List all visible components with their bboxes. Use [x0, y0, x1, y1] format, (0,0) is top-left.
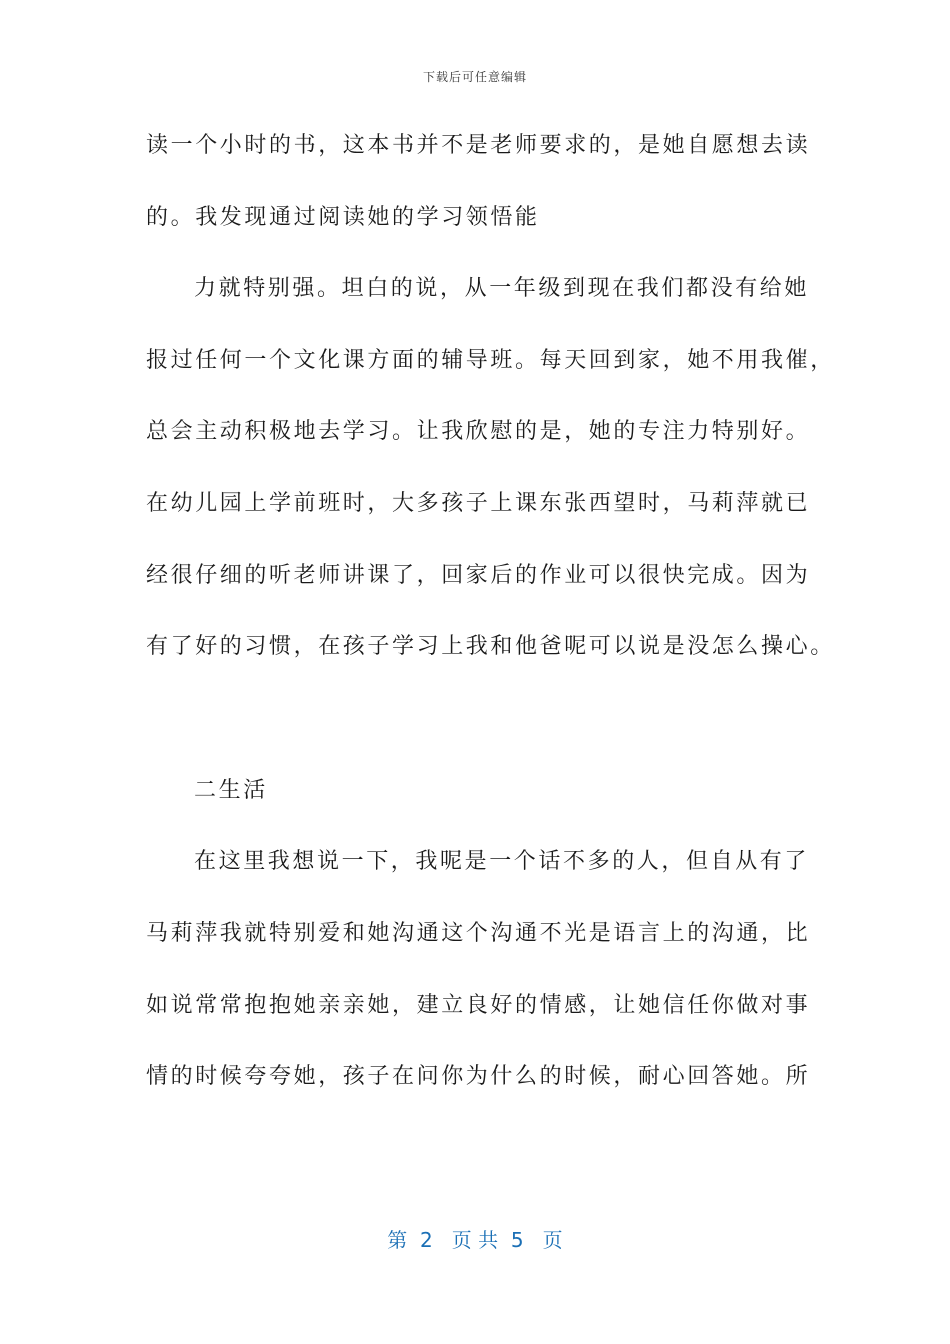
section-gap: [146, 697, 826, 769]
page-number-footer: 第 2 页 共 5 页: [387, 1228, 563, 1252]
paragraph-line: 的。我发现通过阅读她的学习领悟能: [146, 204, 540, 230]
paragraph-line: 总会主动积极地去学习。让我欣慰的是，她的专注力特别好。: [146, 419, 811, 445]
paragraph-line: 经很仔细的听老师讲课了，回家后的作业可以很快完成。因为: [146, 562, 811, 588]
paragraph-line: 在幼儿园上学前班时，大多孩子上课东张西望时，马莉萍就已: [146, 490, 811, 516]
paragraph-line: 如说常常抱抱她亲亲她，建立良好的情感，让她信任你做对事: [146, 992, 811, 1018]
paragraph-line: 在这里我想说一下，我呢是一个话不多的人，但自从有了: [194, 849, 810, 875]
paragraph-line: 有了好的习惯，在孩子学习上我和他爸呢可以说是没怎么操心。: [146, 634, 835, 660]
paragraph-line: 力就特别强。坦白的说，从一年级到现在我们都没有给她: [194, 276, 810, 302]
paragraph-line: 读一个小时的书，这本书并不是老师要求的，是她自愿想去读: [146, 133, 811, 158]
paragraph-line: 报过任何一个文化课方面的辅导班。每天回到家，她不用我催，: [146, 347, 835, 373]
paragraph-line: 马莉萍我就特别爱和她沟通这个沟通不光是语言上的沟通，比: [146, 920, 811, 946]
section-heading: 二生活: [194, 777, 268, 803]
paragraph-line: 情的时候夸夸她，孩子在问你为什么的时候，耐心回答她。所: [146, 1064, 811, 1090]
document-body: [146, 124, 835, 1127]
page-header: 下载后可任意编辑: [422, 70, 527, 84]
